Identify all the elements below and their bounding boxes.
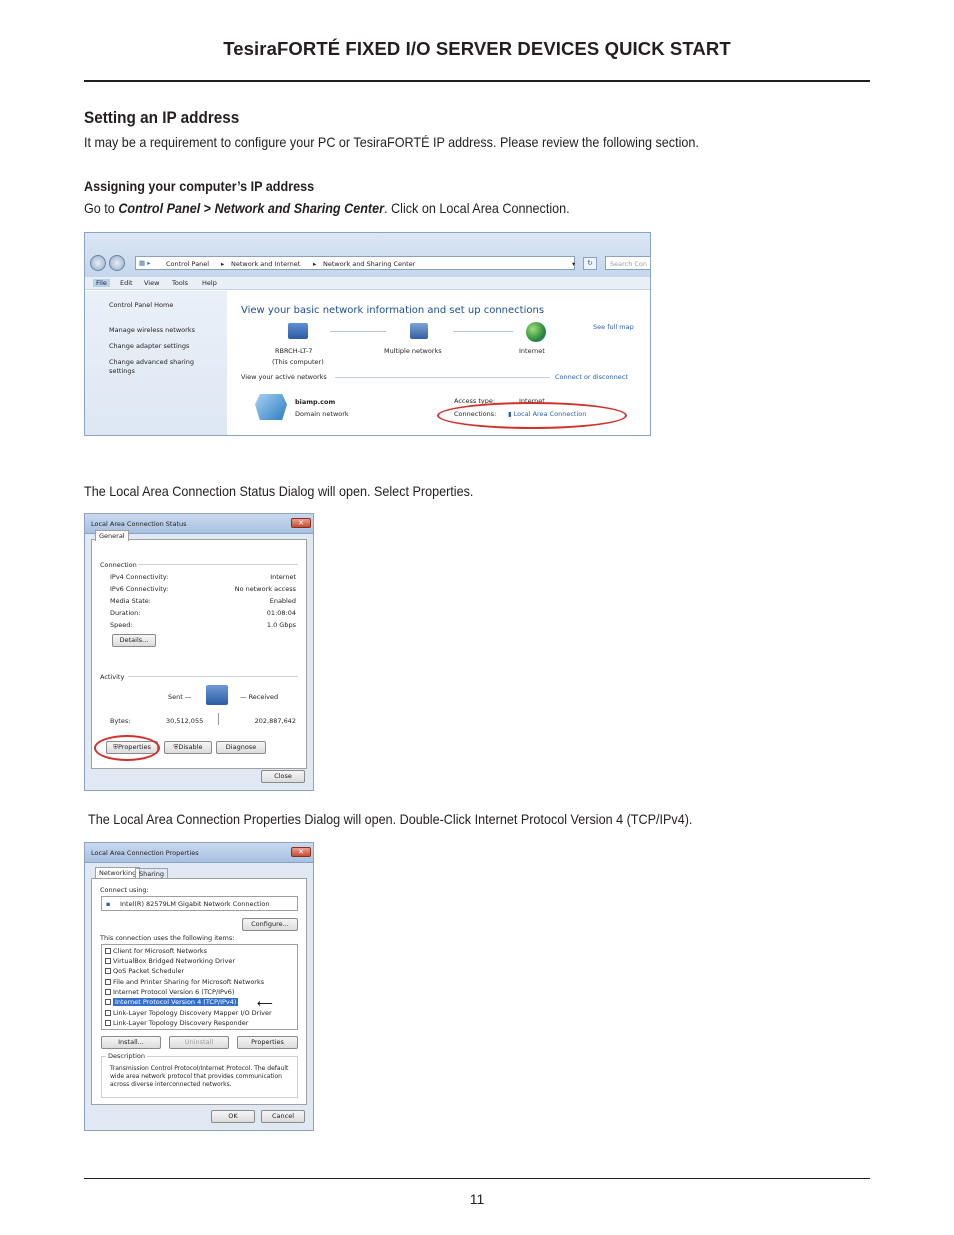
item-label: Link-Layer Topology Discovery Responder bbox=[113, 1019, 249, 1027]
node-computer-label: RBRCH-LT-7 bbox=[275, 347, 313, 355]
active-networks-label: View your active networks bbox=[241, 373, 327, 381]
networks-icon bbox=[410, 323, 428, 339]
menu-bar bbox=[85, 277, 651, 290]
shield-icon: ⛨ bbox=[173, 743, 179, 751]
menu-view[interactable]: View bbox=[144, 279, 160, 287]
row-value: 01:08:04 bbox=[266, 609, 296, 617]
node-computer-sub: (This computer) bbox=[272, 358, 324, 366]
row-value: No network access bbox=[234, 585, 296, 593]
properties-tab-panel bbox=[91, 878, 307, 1105]
breadcrumb-sharing-center[interactable]: Network and Sharing Center bbox=[323, 260, 416, 268]
cancel-button[interactable]: Cancel bbox=[261, 1110, 305, 1123]
checkbox-icon[interactable] bbox=[105, 958, 111, 964]
subsection-title: Assigning your computer’s IP address bbox=[84, 178, 315, 194]
adapter-icon: ▪ bbox=[106, 900, 111, 908]
diagnose-button[interactable]: Diagnose bbox=[216, 741, 266, 754]
computer-icon bbox=[288, 323, 308, 339]
item-label: Internet Protocol Version 6 (TCP/IPv6) bbox=[113, 988, 235, 996]
activity-label: Activity bbox=[100, 673, 125, 681]
properties-label: Properties bbox=[118, 743, 151, 751]
list-item-ipv4[interactable] bbox=[105, 998, 238, 1006]
list-item[interactable] bbox=[105, 967, 184, 975]
network-name: biamp.com bbox=[295, 398, 336, 406]
goto-tail: . Click on Local Area Connection. bbox=[384, 200, 570, 216]
network-center-screenshot bbox=[84, 232, 651, 436]
received-label: — Received bbox=[240, 693, 279, 701]
description-box bbox=[101, 1052, 298, 1098]
row-key: Duration: bbox=[110, 609, 141, 617]
highlight-oval bbox=[437, 402, 627, 429]
close-button[interactable]: Close bbox=[261, 770, 305, 783]
row-key: Media State: bbox=[110, 597, 151, 605]
header-rule bbox=[84, 80, 870, 82]
properties-title: Local Area Connection Properties bbox=[91, 849, 199, 857]
search-input[interactable]: Search Con bbox=[605, 256, 651, 270]
sent-label: Sent — bbox=[168, 693, 192, 701]
network-activity-icon bbox=[206, 685, 228, 705]
divider bbox=[138, 564, 298, 565]
properties-item-button[interactable]: Properties bbox=[237, 1036, 298, 1049]
list-item[interactable] bbox=[105, 1019, 248, 1027]
disable-label: Disable bbox=[178, 743, 203, 751]
list-item[interactable] bbox=[105, 988, 234, 996]
configure-button[interactable]: Configure... bbox=[242, 918, 298, 931]
path-network-center: Network and Sharing Center bbox=[214, 200, 385, 216]
local-area-connection-link[interactable]: ▮ Local Area Connection bbox=[508, 410, 587, 418]
document-title: TesiraFORTÉ FIXED I/O SERVER DEVICES QUICK START bbox=[223, 38, 731, 59]
access-type-value: Internet bbox=[519, 397, 545, 405]
bytes-received: 202,887,642 bbox=[254, 717, 296, 725]
status-dialog bbox=[84, 513, 314, 791]
list-item[interactable] bbox=[105, 947, 207, 955]
back-icon[interactable] bbox=[90, 255, 106, 271]
connect-disconnect-link[interactable]: Connect or disconnect bbox=[555, 373, 628, 381]
access-type-label: Access type: bbox=[454, 397, 496, 405]
ok-button[interactable]: OK bbox=[211, 1110, 255, 1123]
status-title: Local Area Connection Status bbox=[91, 520, 187, 528]
row-key: IPv6 Connectivity: bbox=[110, 585, 169, 593]
tab-networking[interactable]: Networking bbox=[95, 867, 140, 878]
received-text: Received bbox=[248, 693, 279, 701]
network-type: Domain network bbox=[295, 410, 349, 418]
item-label: VirtualBox Bridged Networking Driver bbox=[113, 957, 236, 965]
forward-icon[interactable] bbox=[109, 255, 125, 271]
row-key: IPv4 Connectivity: bbox=[110, 573, 169, 581]
details-button[interactable]: Details... bbox=[112, 634, 156, 647]
pointer-arrow-icon: ⟵ bbox=[257, 997, 273, 1010]
highlight-oval bbox=[94, 735, 160, 761]
item-label: Client for Microsoft Networks bbox=[113, 947, 208, 955]
item-label: QoS Packet Scheduler bbox=[113, 967, 185, 975]
main-heading: View your basic network information and set up connections bbox=[241, 305, 545, 316]
breadcrumb-control-panel[interactable]: Control Panel bbox=[166, 260, 210, 268]
adapter-box bbox=[101, 896, 298, 911]
sent-text: Sent bbox=[168, 693, 183, 701]
divider bbox=[218, 713, 219, 725]
sidebar-item-wireless[interactable]: Manage wireless networks bbox=[109, 326, 195, 334]
item-label-selected: Internet Protocol Version 4 (TCP/IPv4) bbox=[115, 998, 237, 1006]
close-icon[interactable]: ✕ bbox=[291, 518, 311, 528]
step2-text: The Local Area Connection Status Dialog will open. Select Properties. bbox=[84, 483, 474, 499]
checkbox-icon[interactable] bbox=[105, 948, 111, 954]
section-intro: It may be a requirement to configure your PC or TesiraFORTÉ IP address. Please review the following section. bbox=[84, 134, 699, 150]
globe-icon bbox=[526, 322, 546, 342]
checkbox-icon[interactable] bbox=[105, 1010, 111, 1016]
footer-rule bbox=[84, 1178, 870, 1179]
tab-general[interactable]: General bbox=[95, 530, 129, 541]
sidebar-home[interactable]: Control Panel Home bbox=[109, 301, 174, 309]
node-internet-label: Internet bbox=[519, 347, 545, 355]
properties-titlebar bbox=[85, 843, 314, 863]
adapter-name: Intel(R) 82579LM Gigabit Network Connection bbox=[120, 900, 270, 908]
connection-label: Connection bbox=[100, 561, 137, 569]
row-value: 1.0 Gbps bbox=[266, 621, 296, 629]
path-separator: > bbox=[200, 200, 215, 216]
checkbox-icon[interactable] bbox=[105, 968, 111, 974]
item-label: Link-Layer Topology Discovery Mapper I/O Driver bbox=[113, 1009, 272, 1017]
see-full-map-link[interactable]: See full map bbox=[593, 323, 634, 331]
connector-line bbox=[330, 331, 386, 332]
menu-edit[interactable]: Edit bbox=[120, 279, 133, 287]
list-item[interactable] bbox=[105, 978, 264, 986]
checkbox-icon[interactable] bbox=[105, 999, 111, 1005]
breadcrumb-sep-icon: ▸ bbox=[313, 260, 317, 268]
breadcrumb-network-internet[interactable]: Network and Internet bbox=[231, 260, 301, 268]
row-value: Enabled bbox=[269, 597, 296, 605]
items-list bbox=[101, 944, 298, 1030]
list-item[interactable] bbox=[105, 1009, 272, 1017]
refresh-icon[interactable]: ↻ bbox=[583, 257, 597, 270]
close-icon[interactable]: ✕ bbox=[291, 847, 311, 857]
domain-network-icon bbox=[255, 394, 287, 420]
goto-instruction bbox=[84, 200, 570, 216]
chevron-down-icon[interactable]: ▾ bbox=[572, 260, 576, 268]
goto-text: Go to bbox=[84, 200, 119, 216]
sidebar bbox=[85, 291, 227, 436]
section-title: Setting an IP address bbox=[84, 108, 240, 127]
checkbox-icon[interactable] bbox=[105, 979, 111, 985]
connect-using-label: Connect using: bbox=[100, 886, 149, 894]
row-key: Speed: bbox=[110, 621, 133, 629]
path-control-panel: Control Panel bbox=[118, 200, 201, 216]
breadcrumb-sep-icon: ▸ bbox=[221, 260, 225, 268]
properties-dialog bbox=[84, 842, 314, 1131]
item-label: File and Printer Sharing for Microsoft Networks bbox=[113, 978, 265, 986]
connector-line bbox=[453, 331, 513, 332]
checkbox-icon[interactable] bbox=[105, 1020, 111, 1026]
shield-icon: ⛨ bbox=[113, 743, 118, 751]
bytes-sent: 30,512,055 bbox=[166, 717, 204, 725]
install-button[interactable]: Install... bbox=[101, 1036, 161, 1049]
items-label: This connection uses the following items: bbox=[100, 934, 235, 942]
disable-button[interactable] bbox=[164, 741, 212, 754]
description-label: Description bbox=[108, 1052, 146, 1060]
bytes-label: Bytes: bbox=[110, 717, 131, 725]
divider bbox=[128, 676, 298, 677]
network-folder-icon: ▦ ▸ bbox=[139, 259, 151, 267]
node-networks-label: Multiple networks bbox=[384, 347, 442, 355]
step3-text: The Local Area Connection Properties Dialog will open. Double-Click Internet Protocol Version 4 (TCP/IPv4). bbox=[88, 811, 693, 827]
page-number: 11 bbox=[469, 1191, 485, 1207]
divider bbox=[335, 377, 550, 378]
menu-tools[interactable]: Tools bbox=[172, 279, 189, 287]
menu-file[interactable]: File bbox=[93, 279, 110, 287]
row-value: Internet bbox=[270, 573, 296, 581]
list-item[interactable] bbox=[105, 957, 235, 965]
menu-help[interactable]: Help bbox=[202, 279, 217, 287]
sidebar-item-adapter[interactable]: Change adapter settings bbox=[109, 342, 190, 350]
sidebar-item-sharing[interactable]: Change advanced sharing settings bbox=[109, 358, 194, 375]
address-bar[interactable] bbox=[135, 256, 575, 270]
connection-link-text: Local Area Connection bbox=[513, 410, 587, 418]
tab-sharing[interactable]: Sharing bbox=[135, 868, 168, 880]
description-text: Transmission Control Protocol/Internet Protocol. The default wide area network protocol that provides communication across diverse interconnected networks. bbox=[110, 1065, 289, 1088]
checkbox-icon[interactable] bbox=[105, 989, 111, 995]
uninstall-button: Uninstall bbox=[169, 1036, 229, 1049]
connections-label: Connections: bbox=[454, 410, 497, 418]
